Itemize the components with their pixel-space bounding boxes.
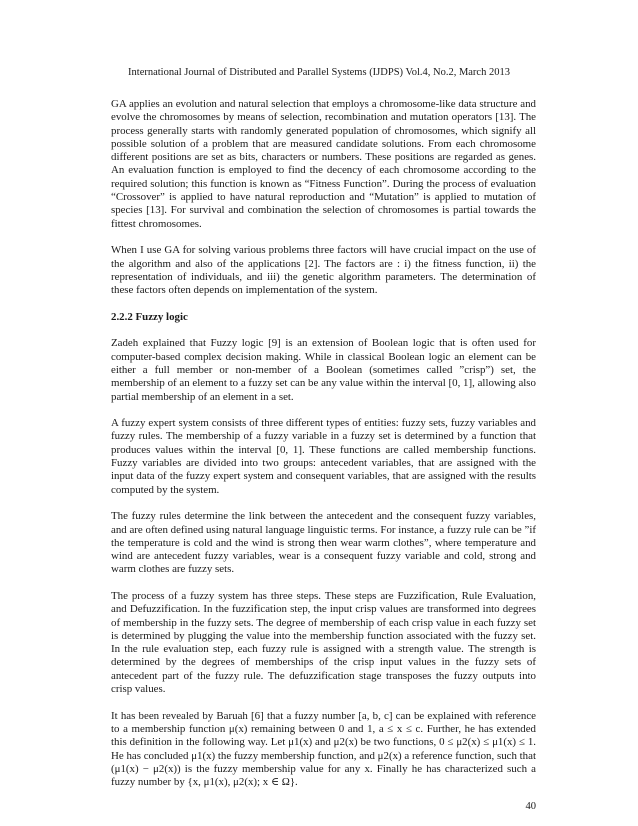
paragraph-ga-factors: When I use GA for solving various problems three factors will have crucial impact on the use of the algorithm and also of the applications [2]. The factors are : i) the fitness function, ii) the representation of individuals, and iii) the genetic algorithm parameters. The determination of these factors often depends on implementation of the system. [111, 244, 536, 297]
body-text [111, 98, 536, 803]
paragraph-fuzzy-expert-system: A fuzzy expert system consists of three different types of entities: fuzzy sets, fuzzy variables and fuzzy rules. The membership of a fuzzy variable in a fuzzy set is determined by a function that produces values within the interval [0, 1]. These functions are called membership functions. Fuzzy variables are divided into two groups: antecedent variables, that are assigned with the input data of the fuzzy expert system and consequent variables, that are assigned with the results computed by the system. [111, 417, 536, 496]
page-number: 40 [525, 801, 536, 812]
section-heading-fuzzy-logic: 2.2.2 Fuzzy logic [111, 310, 188, 323]
paragraph-fuzzy-definition: Zadeh explained that Fuzzy logic [9] is an extension of Boolean logic that is often used for computer-based complex decision making. While in classical Boolean logic an element can be either a full member or non-member of a Boolean (sometimes called ”crisp”) set, the membership of an element to a fuzzy set can be any value within the interval [0, 1], allowing also partial membership of an element in a set. [111, 337, 536, 403]
paragraph-fuzzy-process: The process of a fuzzy system has three steps. These steps are Fuzzification, Rule Evaluation, and Defuzzification. In the fuzzification step, the input crisp values are transformed into degrees of membership in the fuzzy sets. The degree of membership of each crisp value in each fuzzy set is determined by plugging the value into the membership function associated with the fuzzy set. In the rule evaluation step, each fuzzy rule is assigned with a strength value. The strength is determined by the degrees of memberships of the crisp input values in the fuzzy sets of antecedent part of the fuzzy rule. The defuzzification stage transposes the fuzzy outputs into crisp values. [111, 589, 536, 696]
running-header: International Journal of Distributed and Parallel Systems (IJDPS) Vol.4, No.2, March 2013 [128, 67, 510, 78]
paragraph-ga-overview: GA applies an evolution and natural selection that employs a chromosome-like data structure and evolve the chromosomes by means of selection, recombination and mutation operators [13]. The process generally starts with randomly generated population of chromosomes, which signify all possible solution of a problem that are measured candidate solutions. From each chromosome different positions are set as bits, characters or numbers. These positions are regarded as genes. An evaluation function is employed to find the decency of each chromosome according to the required solution; this function is known as “Fitness Function”. During the process of evaluation “Crossover” is applied to have natural reproduction and “Mutation” is applied to mutation of species [13]. For survival and combination the selection of chromosomes is partial towards the fittest chromosomes. [111, 98, 536, 230]
paragraph-fuzzy-rules: The fuzzy rules determine the link between the antecedent and the consequent fuzzy variables, and are often defined using natural language linguistic terms. For instance, a fuzzy rule can be ”if the temperature is cold and the wind is strong then wear warm clothes”, where temperature and wind are antecedent fuzzy variables, wear is a consequent fuzzy variable and cold, strong and warm clothes are fuzzy sets. [111, 510, 536, 576]
paragraph-fuzzy-number: It has been revealed by Baruah [6] that a fuzzy number [a, b, c] can be explained with reference to a membership function μ(x) remaining between 0 and 1, a ≤ x ≤ c. Further, he has extended this definition in the following way. Let μ1(x) and μ2(x) be two functions, 0 ≤ μ2(x) ≤ μ1(x) ≤ 1. He has concluded μ1(x) the fuzzy membership function, and μ2(x) a reference function, such that (μ1(x) − μ2(x)) is the fuzzy membership value for any x. Finally he has characterized such a fuzzy number by {x, μ1(x), μ2(x); x ∈ Ω}. [111, 709, 536, 789]
